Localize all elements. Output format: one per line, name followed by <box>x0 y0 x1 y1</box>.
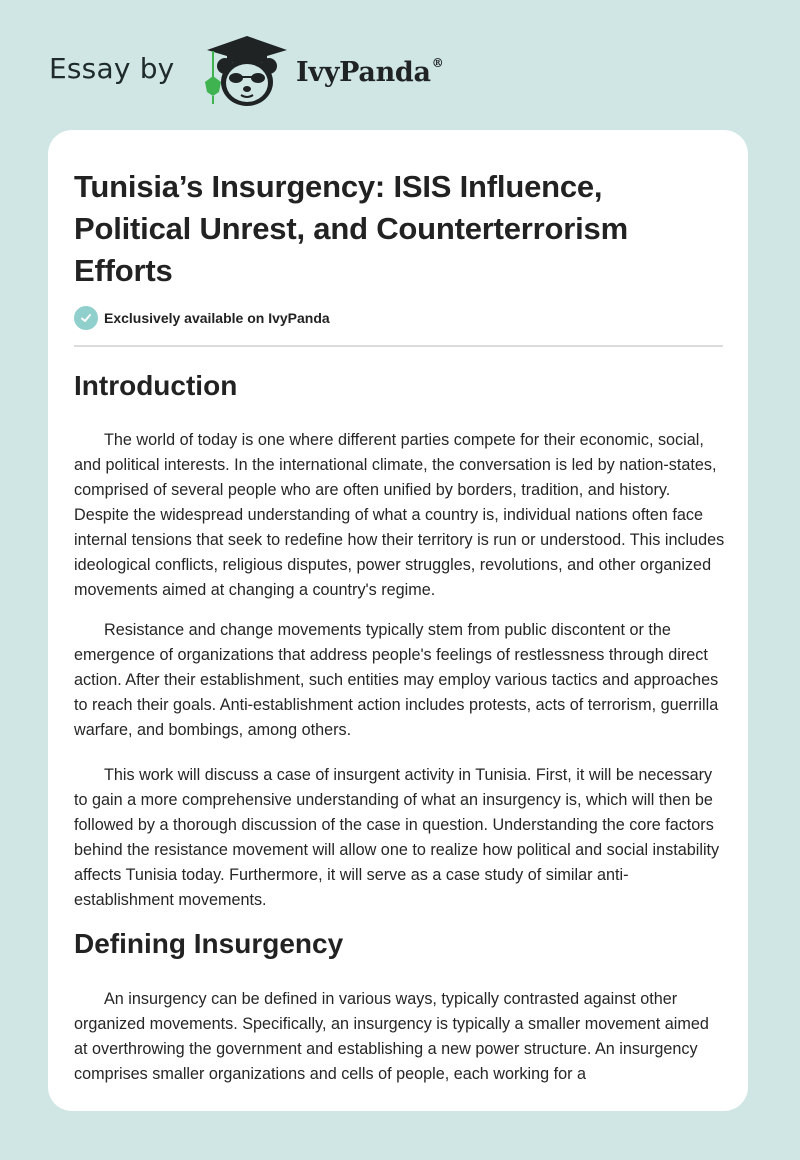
section-heading-defining-insurgency: Defining Insurgency <box>74 928 344 959</box>
brand-logo-text[interactable] <box>296 56 443 88</box>
panda-graduation-cap-icon[interactable] <box>203 36 291 108</box>
brand-name: IvyPanda <box>296 57 431 88</box>
registered-mark: ® <box>431 56 444 70</box>
essay-by-label: Essay by <box>49 52 175 85</box>
essay-card <box>48 130 748 1111</box>
divider <box>74 345 723 347</box>
check-circle-icon <box>74 306 98 330</box>
paragraph: Resistance and change movements typically stem from public discontent or the emergence of organizations that address people's feelings of restlessness through direct action. After their establishment, such entities may employ various tactics and approaches to reach their goals. Anti-establishment action includes protests, acts of terrorism, guerrilla warfare, and bombings, among others. <box>74 621 719 739</box>
exclusive-label: Exclusively available on IvyPanda <box>104 310 330 326</box>
section-heading-introduction: Introduction <box>74 370 238 401</box>
exclusive-badge <box>74 305 330 331</box>
paragraph: The world of today is one where different parties compete for their economic, social, and political interests. In the international climate, the conversation is led by nation-states, comprised of several people who are often unified by borders, tradition, and history. Despite the widespread understanding of what a country is, individual nations often face internal tensions that seek to redefine how their territory is run or understood. This includes ideological conflicts, religious disputes, power struggles, revolutions, and other organized movements aimed at changing a country's regime. <box>74 431 725 599</box>
paragraph: An insurgency can be defined in various ways, typically contrasted against other organized movements. Specifically, an insurgency is typically a smaller movement aimed at overthrowing the government and establishing a new power structure. An insurgency comprises smaller organizations and cells of people, each working for a <box>74 990 709 1083</box>
paragraph: This work will discuss a case of insurgent activity in Tunisia. First, it will be necessary to gain a more comprehensive understanding of what an insurgency is, which will then be followed by a thorough discussion of the case in question. Understanding the core factors behind the resistance movement will allow one to realize how political and social instability affects Tunisia today. Furthermore, it will serve as a case study of similar anti-establishment movements. <box>74 766 720 909</box>
essay-title: Tunisia’s Insurgency: ISIS Influence, Political Unrest, and Counterterrorism Efforts <box>74 169 628 288</box>
site-header <box>0 0 800 130</box>
